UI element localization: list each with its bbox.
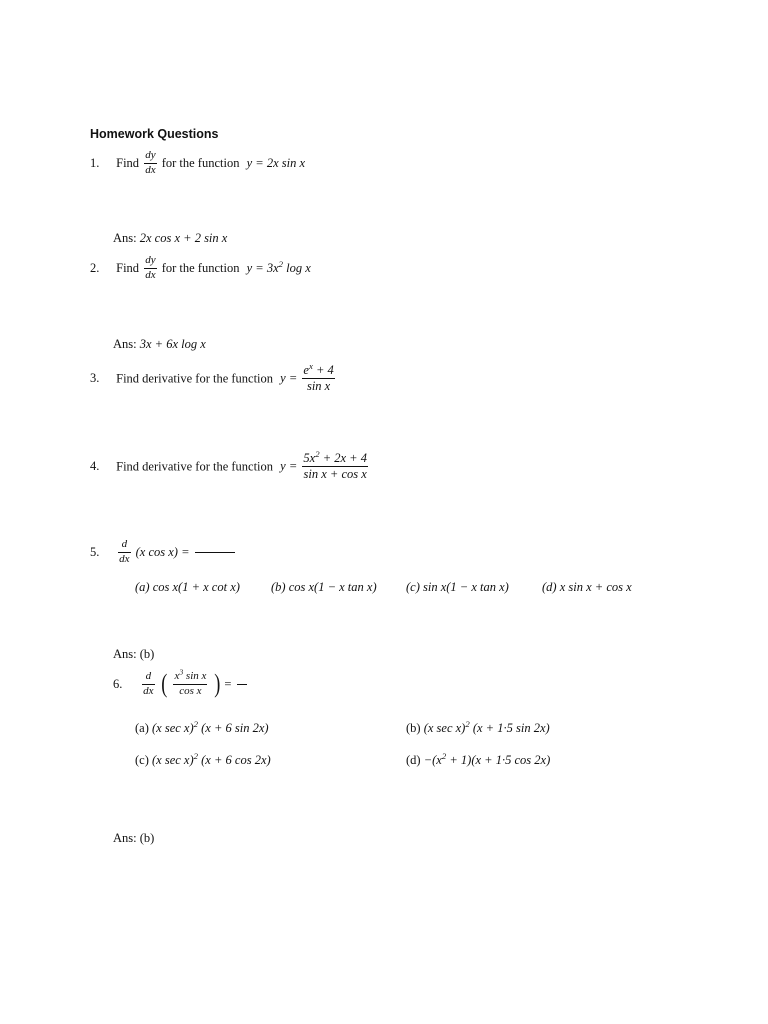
question-4 [90,448,370,486]
derivative-operator: $\frac{d}{dx}$ [143,670,154,697]
question-5 [90,539,235,571]
answer-expression: (b) [139,831,155,845]
expression: (x cos x) = [135,544,190,559]
derivative-fraction: $\frac{dy}{dx}$ [145,254,156,281]
question-number: 4. [90,459,100,474]
question-text: Find derivative for the function [116,371,274,386]
equals: = [224,676,232,691]
question-text: for the function [161,260,240,275]
answer-blank [195,551,235,553]
function-expression: $y = 3x^2$ log x [246,258,311,275]
option-d: $(d) -(x^2 + 1)(x + 1\cdot 5$ cos 2x) [406,750,551,767]
right-paren: ) [213,669,220,699]
option-b: (b) cos x(1 − x tan x) [271,580,377,594]
answer-expression: (b) [139,647,155,661]
function-fraction: $\frac{e^x + 4}{\text{sin x}}$ [303,360,334,394]
answer-1 [113,232,227,245]
find-label: Find [116,155,140,170]
question-text: Find derivative for the function [116,459,274,474]
answer-5 [113,648,154,661]
answer-expression: 2x cos x + 2 sin x [139,231,228,245]
question-number: 2. [90,260,100,275]
function-expression: y = 2x sin x [246,155,306,170]
function-fraction: $\frac{5x^2 + 2x + 4}{\text{sin x + cos x}}$ [303,448,367,482]
answer-6 [113,832,154,845]
answer-label: Ans: [113,337,137,351]
option-c: (c) (x sec x)$^2$ (x + 6 cos 2x) [135,750,271,767]
question-number: 3. [90,371,100,386]
inner-fraction: $\frac{x^3 \sin x}{\text{cos x}}$ [174,667,207,697]
question-number: 1. [90,155,100,170]
question-3 [90,360,337,398]
page-title: Homework Questions [90,127,219,141]
option-d: (d) x sin x + cos x [542,580,632,594]
derivative-operator: $\frac{d}{dx}$ [119,538,130,565]
answer-2 [113,338,206,351]
find-label: Find [116,260,140,275]
derivative-fraction: $\frac{dy}{dx}$ [145,149,156,176]
option-c: (c) sin x(1 − x tan x) [406,580,509,594]
option-b: (b) (x sec x)$^2$ (x + 1·5 sin 2x) [406,718,550,735]
lhs: y = [280,371,298,386]
option-a: (a) cos x(1 + x cot x) [135,580,240,594]
left-paren: ( [160,669,168,699]
answer-label: Ans: [113,647,137,661]
question-2 [90,255,311,285]
option-a: (a) (x sec x)$^2$ (x + 6 sin 2x) [135,718,269,735]
question-text: for the function [161,155,240,170]
question-6 [113,667,247,707]
answer-expression: 3x + 6x log x [139,337,206,351]
lhs: y = [280,459,298,474]
question-1 [90,150,305,180]
answer-label: Ans: [113,231,137,245]
answer-blank [237,683,247,685]
question-number: 6. [113,676,123,691]
answer-label: Ans: [113,831,137,845]
question-number: 5. [90,544,100,559]
